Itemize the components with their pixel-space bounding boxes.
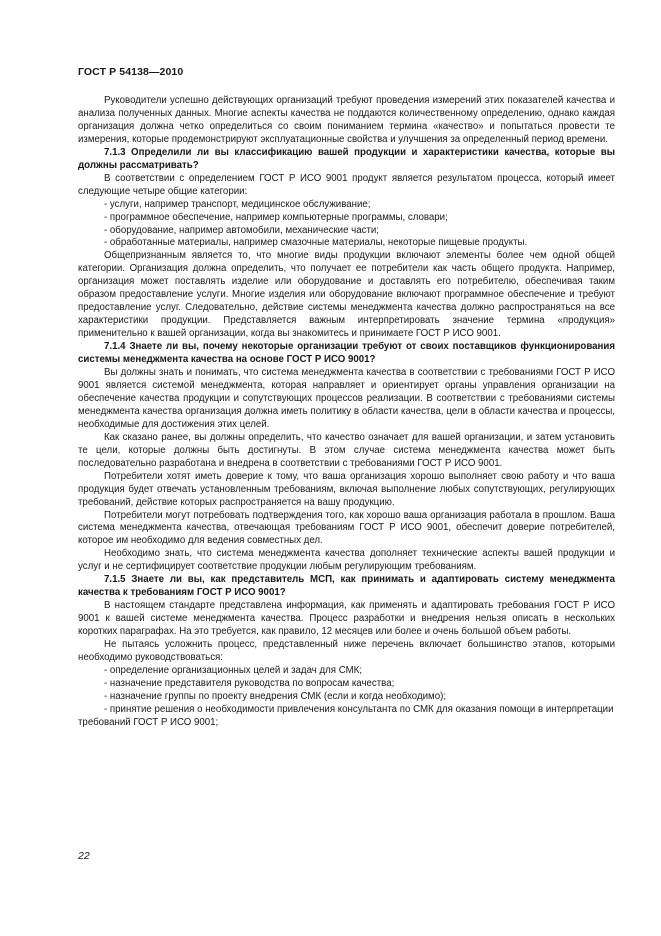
section-heading-7-1-5: 7.1.5 Знаете ли вы, как представитель МСП, как принимать и адаптировать систему менеджмента качества к требованиям ГОСТ Р ИСО 9001? <box>78 574 615 599</box>
body-text <box>78 95 615 730</box>
list-item: - принятие решения о необходимости привлечения консультанта по СМК для оказания помощи в интерпретации требований ГОСТ Р ИСО 9001; <box>78 703 614 728</box>
section-heading-7-1-4: 7.1.4 Знаете ли вы, почему некоторые организации требуют от своих поставщиков функционирования системы менеджмента качества на основе ГОСТ Р ИСО 9001? <box>78 341 615 366</box>
running-header: ГОСТ Р 54138—2010 <box>78 66 184 78</box>
paragraph: Необходимо знать, что система менеджмента качества дополняет технические аспекты вашей продукции и услуг и не сертифицирует соответствие продукции любым регулирующим требованиям. <box>78 548 615 573</box>
paragraph: Руководители успешно действующих организаций требуют проведения измерений этих показателей качества и анализа полученных данных. Многие аспекты качества не поддаются количественному определению, однако каждая организация должна четко определиться со своим пониманием термина «качество» и попытаться провести те измерения, которые продемонстрируют эксплуатационные свойства и улучшения за определенный период времени. <box>78 95 615 145</box>
paragraph: Потребители хотят иметь доверие к тому, что ваша организация хорошо выполняет свою работу и что ваша продукция будет отвечать установленным требованиям, включая выполнение любых сопутствующих, регулирующих требований, действие которых распространяется на вашу продукцию. <box>78 470 615 508</box>
list-item: - назначение представителя руководства по вопросам качества; <box>104 677 395 689</box>
paragraph: Потребители могут потребовать подтверждения того, как хорошо ваша организация работала в прошлом. Ваша система менеджмента качества, отвечающая требованиям ГОСТ Р ИСО 9001, обеспечит доверие потребителей, которое им необходимо для ведения совместных дел. <box>78 509 615 547</box>
paragraph: Как сказано ранее, вы должны определить, что качество означает для вашей организации, и затем установить те цели, которые должны быть достигнуты. В этом случае система менеджмента качества может быть последовательно разработана и внедрена в соответствии с требованиями ГОСТ Р ИСО 9001. <box>78 431 615 469</box>
list-item: - оборудование, например автомобили, механические части; <box>104 224 379 236</box>
list-item: - назначение группы по проекту внедрения СМК (если и когда необходимо); <box>104 690 447 702</box>
paragraph: Не пытаясь усложнить процесс, представленный ниже перечень включает большинство этапов, которыми необходимо руководствоваться: <box>78 639 615 663</box>
paragraph: Вы должны знать и понимать, что система менеджмента качества в соответствии с требованиями ГОСТ Р ИСО 9001 является системой менеджмента, которая направляет и ориентирует органы управления организации на обеспечение качества продукции и сопутствующих процессов реализации. В соответствии с требованиями системы менеджмента качества организация должна иметь политику в области качества, цели в области качества и процессы, необходимые для достижения этих целей. <box>78 367 615 430</box>
page-number: 22 <box>78 850 90 862</box>
paragraph: В настоящем стандарте представлена информация, как применять и адаптировать требования ГОСТ Р ИСО 9001 к вашей системе менеджмента качества. Процесс разработки и внедрения нельзя описать в нескольких коротких параграфах. На это требуется, как правило, 12 месяцев или более и очень большой объем работы. <box>78 600 615 638</box>
list-item: - программное обеспечение, например компьютерные программы, словари; <box>104 211 448 223</box>
paragraph: В соответствии с определением ГОСТ Р ИСО 9001 продукт является результатом процесса, который имеет следующие четыре общие категории: <box>78 172 615 197</box>
paragraph: Общепризнанным является то, что многие виды продукции включают элементы более чем одной общей категории. Организация должна определить, что получает ее потребители как часть общего продукта. Например, организация может поставлять изделие или оборудование и доставлять его потребителю, обеспечивая таким образом предоставление услуги. Многие изделия или оборудование включают программное обеспечение и требуют предоставление услуг. Следовательно, действие системы менеджмента качества должно распространяться на все характеристики продукции. Представляется важным интерпретировать значение термина «продукция» применительно к вашей организации, когда вы знакомитесь и принимаете ГОСТ Р ИСО 9001. <box>78 250 615 340</box>
section-heading-7-1-3: 7.1.3 Определили ли вы классификацию вашей продукции и характеристики качества, которые вы должны рассматривать? <box>78 146 615 171</box>
list-item: - обработанные материалы, например смазочные материалы, некоторые пищевые продукты. <box>104 237 528 249</box>
list-item: - услуги, например транспорт, медицинское обслуживание; <box>104 198 371 210</box>
list-item: - определение организационных целей и задач для СМК; <box>104 664 363 676</box>
